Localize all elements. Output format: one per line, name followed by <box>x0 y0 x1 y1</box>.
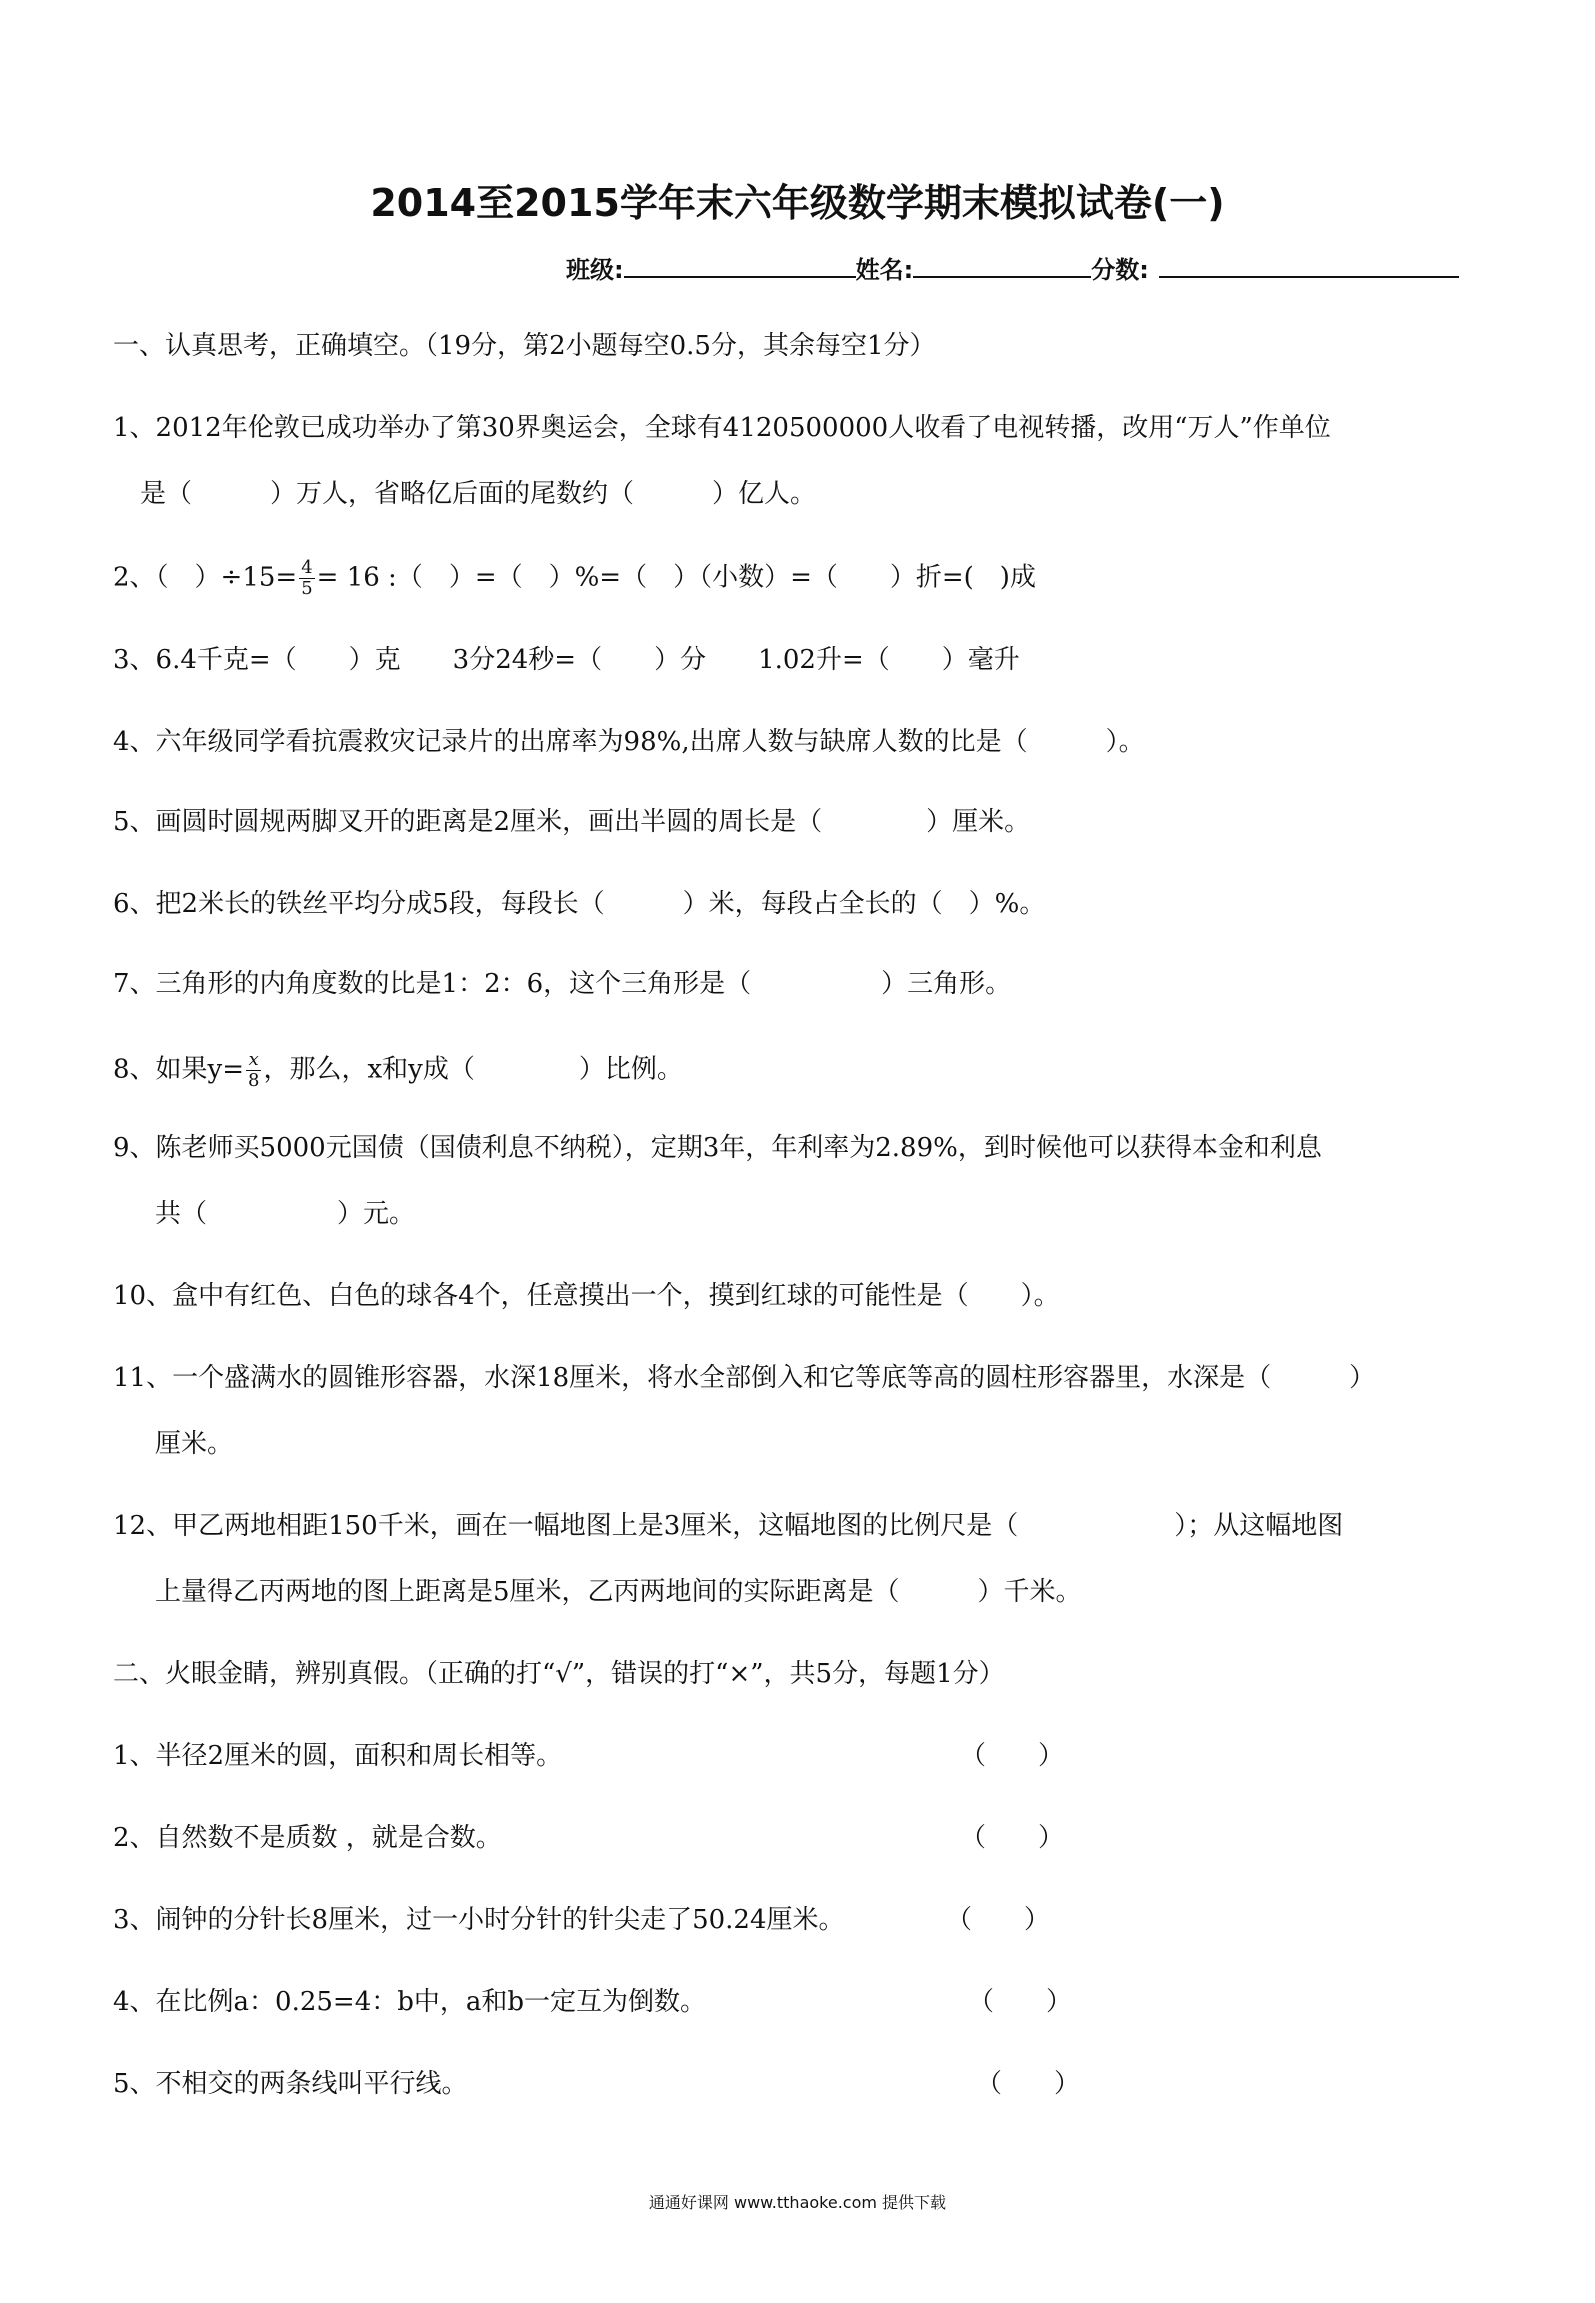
page-footer: 通通好课网 www.tthaoke.com 提供下载 <box>648 2193 947 2212</box>
q12-line1: 12、甲乙两地相距150千米，画在一幅地图上是3厘米，这幅地图的比例尺是（ ）；从这幅地图 <box>113 1511 1344 1541</box>
q2-after: = 16 :（ ）=（ ）%=（ ）（小数）=（ ）折=( )成 <box>316 562 1036 593</box>
name-label: 姓名: <box>855 256 914 284</box>
class-label: 班级: <box>566 256 624 284</box>
q8-before: 8、如果y= <box>113 1054 245 1085</box>
page-title: 2014至2015学年末六年级数学期末模拟试卷(一) <box>370 181 1225 225</box>
q3: 3、6.4千克=（ ）克 3分24秒=（ ）分 1.02升=（ ）毫升 <box>113 645 1020 675</box>
q2 <box>113 558 1036 599</box>
q4: 4、六年级同学看抗震救灾记录片的出席率为98%,出席人数与缺席人数的比是（ ）。 <box>113 727 1145 757</box>
q9-line1: 9、陈老师买5000元国债（国债利息不纳税），定期3年，年利率为2.89%，到时候他可以获得本金和利息 <box>113 1133 1322 1163</box>
q2-before: 2、（ ）÷15= <box>113 562 298 593</box>
student-info-line <box>566 250 1459 285</box>
q2-fraction-num: 4 <box>301 557 313 578</box>
name-blank[interactable] <box>913 254 1091 278</box>
q5: 5、画圆时圆规两脚叉开的距离是2厘米，画出半圆的周长是（ ）厘米。 <box>113 807 1031 837</box>
q8-fraction <box>246 1050 261 1091</box>
q11-line2: 厘米。 <box>155 1429 234 1459</box>
score-label: 分数: <box>1091 256 1149 284</box>
tf-answer-2[interactable]: （ ） <box>960 1823 1065 1853</box>
tf-answer-3[interactable]: （ ） <box>946 1905 1051 1935</box>
tf-item-2: 2、自然数不是质数 ，就是合数。 <box>113 1823 502 1853</box>
tf-answer-1[interactable]: （ ） <box>960 1741 1065 1771</box>
q8-fraction-num: x <box>246 1050 261 1071</box>
tf-item-4: 4、在比例a：0.25=4：b中，a和b一定互为倒数。 <box>113 1987 707 2017</box>
tf-item-1: 1、半径2厘米的圆，面积和周长相等。 <box>113 1741 563 1771</box>
q9-line2: 共（ ）元。 <box>155 1199 416 1229</box>
q11-line1: 11、一个盛满水的圆锥形容器，水深18厘米，将水全部倒入和它等底等高的圆柱形容器里，水深是（ ） <box>113 1363 1376 1393</box>
q2-fraction-den: 5 <box>301 578 313 599</box>
q2-fraction <box>299 558 314 599</box>
section2-heading: 二、火眼金睛，辨别真假。（正确的打“√”，错误的打“×”，共5分，每题1分） <box>113 1659 1005 1689</box>
section1-heading: 一、认真思考，正确填空。（19分，第2小题每空0.5分，其余每空1分） <box>113 331 936 361</box>
q7: 7、三角形的内角度数的比是1：2：6，这个三角形是（ ）三角形。 <box>113 969 1012 999</box>
q1-line1: 1、2012年伦敦已成功举办了第30界奥运会，全球有4120500000人收看了电视转播，改用“万人”作单位 <box>113 413 1331 443</box>
q12-line2: 上量得乙丙两地的图上距离是5厘米，乙丙两地间的实际距离是（ ）千米。 <box>155 1577 1082 1607</box>
q1-line2: 是（ ）万人，省略亿后面的尾数约（ ）亿人。 <box>140 479 817 509</box>
score-blank[interactable] <box>1159 254 1459 278</box>
class-blank[interactable] <box>624 254 856 278</box>
tf-answer-4[interactable]: （ ） <box>968 1987 1073 2017</box>
q8 <box>113 1050 683 1091</box>
q8-after: ，那么，x和y成（ ）比例。 <box>263 1054 683 1085</box>
q10: 10、盒中有红色、白色的球各4个，任意摸出一个，摸到红球的可能性是（ ）。 <box>113 1281 1060 1311</box>
q8-fraction-den: 8 <box>248 1070 260 1091</box>
tf-item-5: 5、不相交的两条线叫平行线。 <box>113 2069 468 2099</box>
tf-item-3: 3、闹钟的分针长8厘米，过一小时分针的针尖走了50.24厘米。 <box>113 1905 845 1935</box>
tf-answer-5[interactable]: （ ） <box>976 2069 1081 2099</box>
q6: 6、把2米长的铁丝平均分成5段，每段长（ ）米，每段占全长的（ ）%。 <box>113 889 1046 919</box>
